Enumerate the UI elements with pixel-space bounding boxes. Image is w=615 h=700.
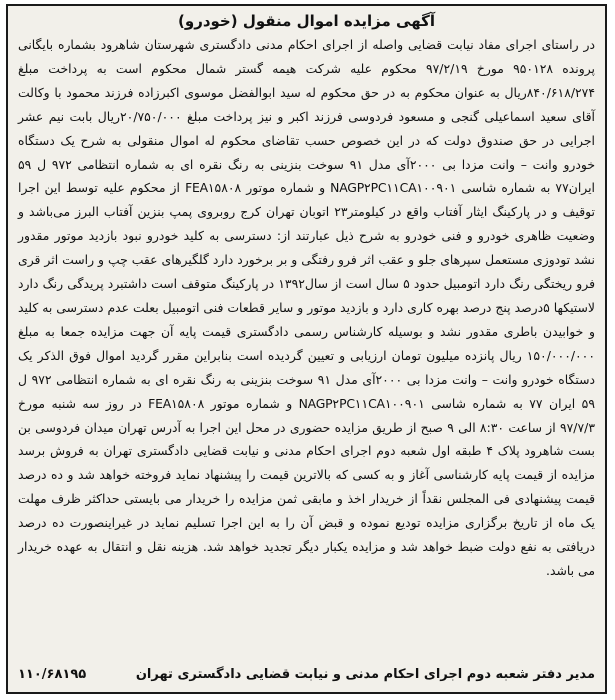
notice-title: آگهی مزایده اموال منقول (خودرو) [178,12,435,30]
notice-code: ۱۱۰/۶۸۱۹۵ [18,667,87,682]
notice-body: در راستای اجرای مفاد نیابت قضایی واصله از اجرای احکام مدنی دادگستری شهرستان شاهرود بشماره بایگانی پرونده ۹۵۰۱۲۸ مورخ ۹۷/۲/۱۹ محکوم علیه شرکت هیمه گستر شمال محکوم است به پرداخت مبلغ ۸۴۰/۶۱۸/۲۷۴ریال به عنوان محکوم به در حق محکوم له سید ابوالفضل موسوی اکبرزاده فرزند محمود با وکالت آقای سعید اسماعیلی گنجی و مسعود فردوسی فرزند اکبر و نیز پرداخت مبلغ ۲۰/۷۵۰/۰۰۰ریال بابت نیم عشر اجرایی در حق صندوق دولت که در این خصوص حسب تقاضای محکوم له اموال منقولی به شرح یک دستگاه خودرو وانت – وانت مزدا بی ۲۰۰۰آی مدل ۹۱ سوخت بنزینی به رنگ نقره ای به شماره انتظامی ۹۷۲ ل ۵۹ ایران۷۷ به شماره شاسی NAGP۲PC۱۱CA۱۰۰۹۰۱ و شماره موتور FEA۱۵۸۰۸ از محکوم علیه توسط این اجرا توقیف و در پارکینگ ایثار آفتاب واقع در کیلومتر۲۳ اتوبان تهران کرج روبروی پمپ بنزین آفتاب البرز می‌باشد و وضعیت ظاهری خودرو و فنی خودرو به شرح ذیل عبارتند از: دسترسی به کلید خودرو نبود بازدید موتور مقدور نشد تودوزی مستعمل سپرهای جلو و عقب اثر فرو رفتگی و بر برخورد دارد گلگیرهای عقب چپ و راست اثر قری فرو ریختگی رنگ دارد اتومبیل حدود ۵ سال است از سال۱۳۹۲ در پارکینگ متوقف است داشتبرد پریدگی رنگ دارد لاستیکها ۵درصد پنج درصد بهره کاری دارد و بازدید موتور و سایر قطعات فنی اتومبیل بعلت عدم دسترسی به کلید و خوابیدن باطری مقدور نشد و بوسیله کارشناس رسمی دادگستری قیمت پایه آن جهت مزایده جمعا به مبلغ ۱۵۰/۰۰۰/۰۰۰ ریال پانزده میلیون تومان ارزیابی و تعیین گردیده است بنابراین مقرر گردید اموال فوق الذکر یک دستگاه خودرو وانت – وانت مزدا بی ۲۰۰۰آی مدل ۹۱ سوخت بنزینی به رنگ نقره ای به شماره انتظامی ۹۷۲ ل ۵۹ ایران ۷۷ به شماره شاسی NAGP۲PC۱۱CA۱۰۰۹۰۱ و شماره موتور FEA۱۵۸۰۸ در روز سه شنبه مورخ ۹۷/۷/۳ از ساعت ۸:۳۰ الی ۹ صبح از طریق مزایده حضوری در محل این اجرا به آدرس تهران میدان فردوسی بن بست شاهرود پلاک ۴ طبقه اول شعبه دوم اجرای احکام مدنی و نیابت قضایی دادگستری تهران به فروش برسد مزایده از قیمت پایه کارشناسی آغاز و به کسی که بالاترین قیمت را پیشنهاد نماید فروخته خواهد شد و ده درصد قیمت پیشنهادی فی المجلس نقداً از خریدار اخذ و مابقی ثمن مزایده را خریدار می بایستی حداکثر ظرف مهلت یک ماه از تاریخ برگزاری مزایده تودیع نموده و قبض آن را به این اجرا تسلیم نماید در غیراینصورت ده درصد دریافتی به نفع دولت ضبط خواهد شد و مزایده یکبار دیگر تجدید خواهد شد. هزینه نقل و انتقال به عهده خریدار می باشد. [18,37,596,578]
auction-notice [6,4,607,694]
signature-line: مدیر دفتر شعبه دوم اجرای احکام مدنی و نیابت قضایی دادگستری تهران [135,667,595,682]
notice-footer [18,664,595,686]
